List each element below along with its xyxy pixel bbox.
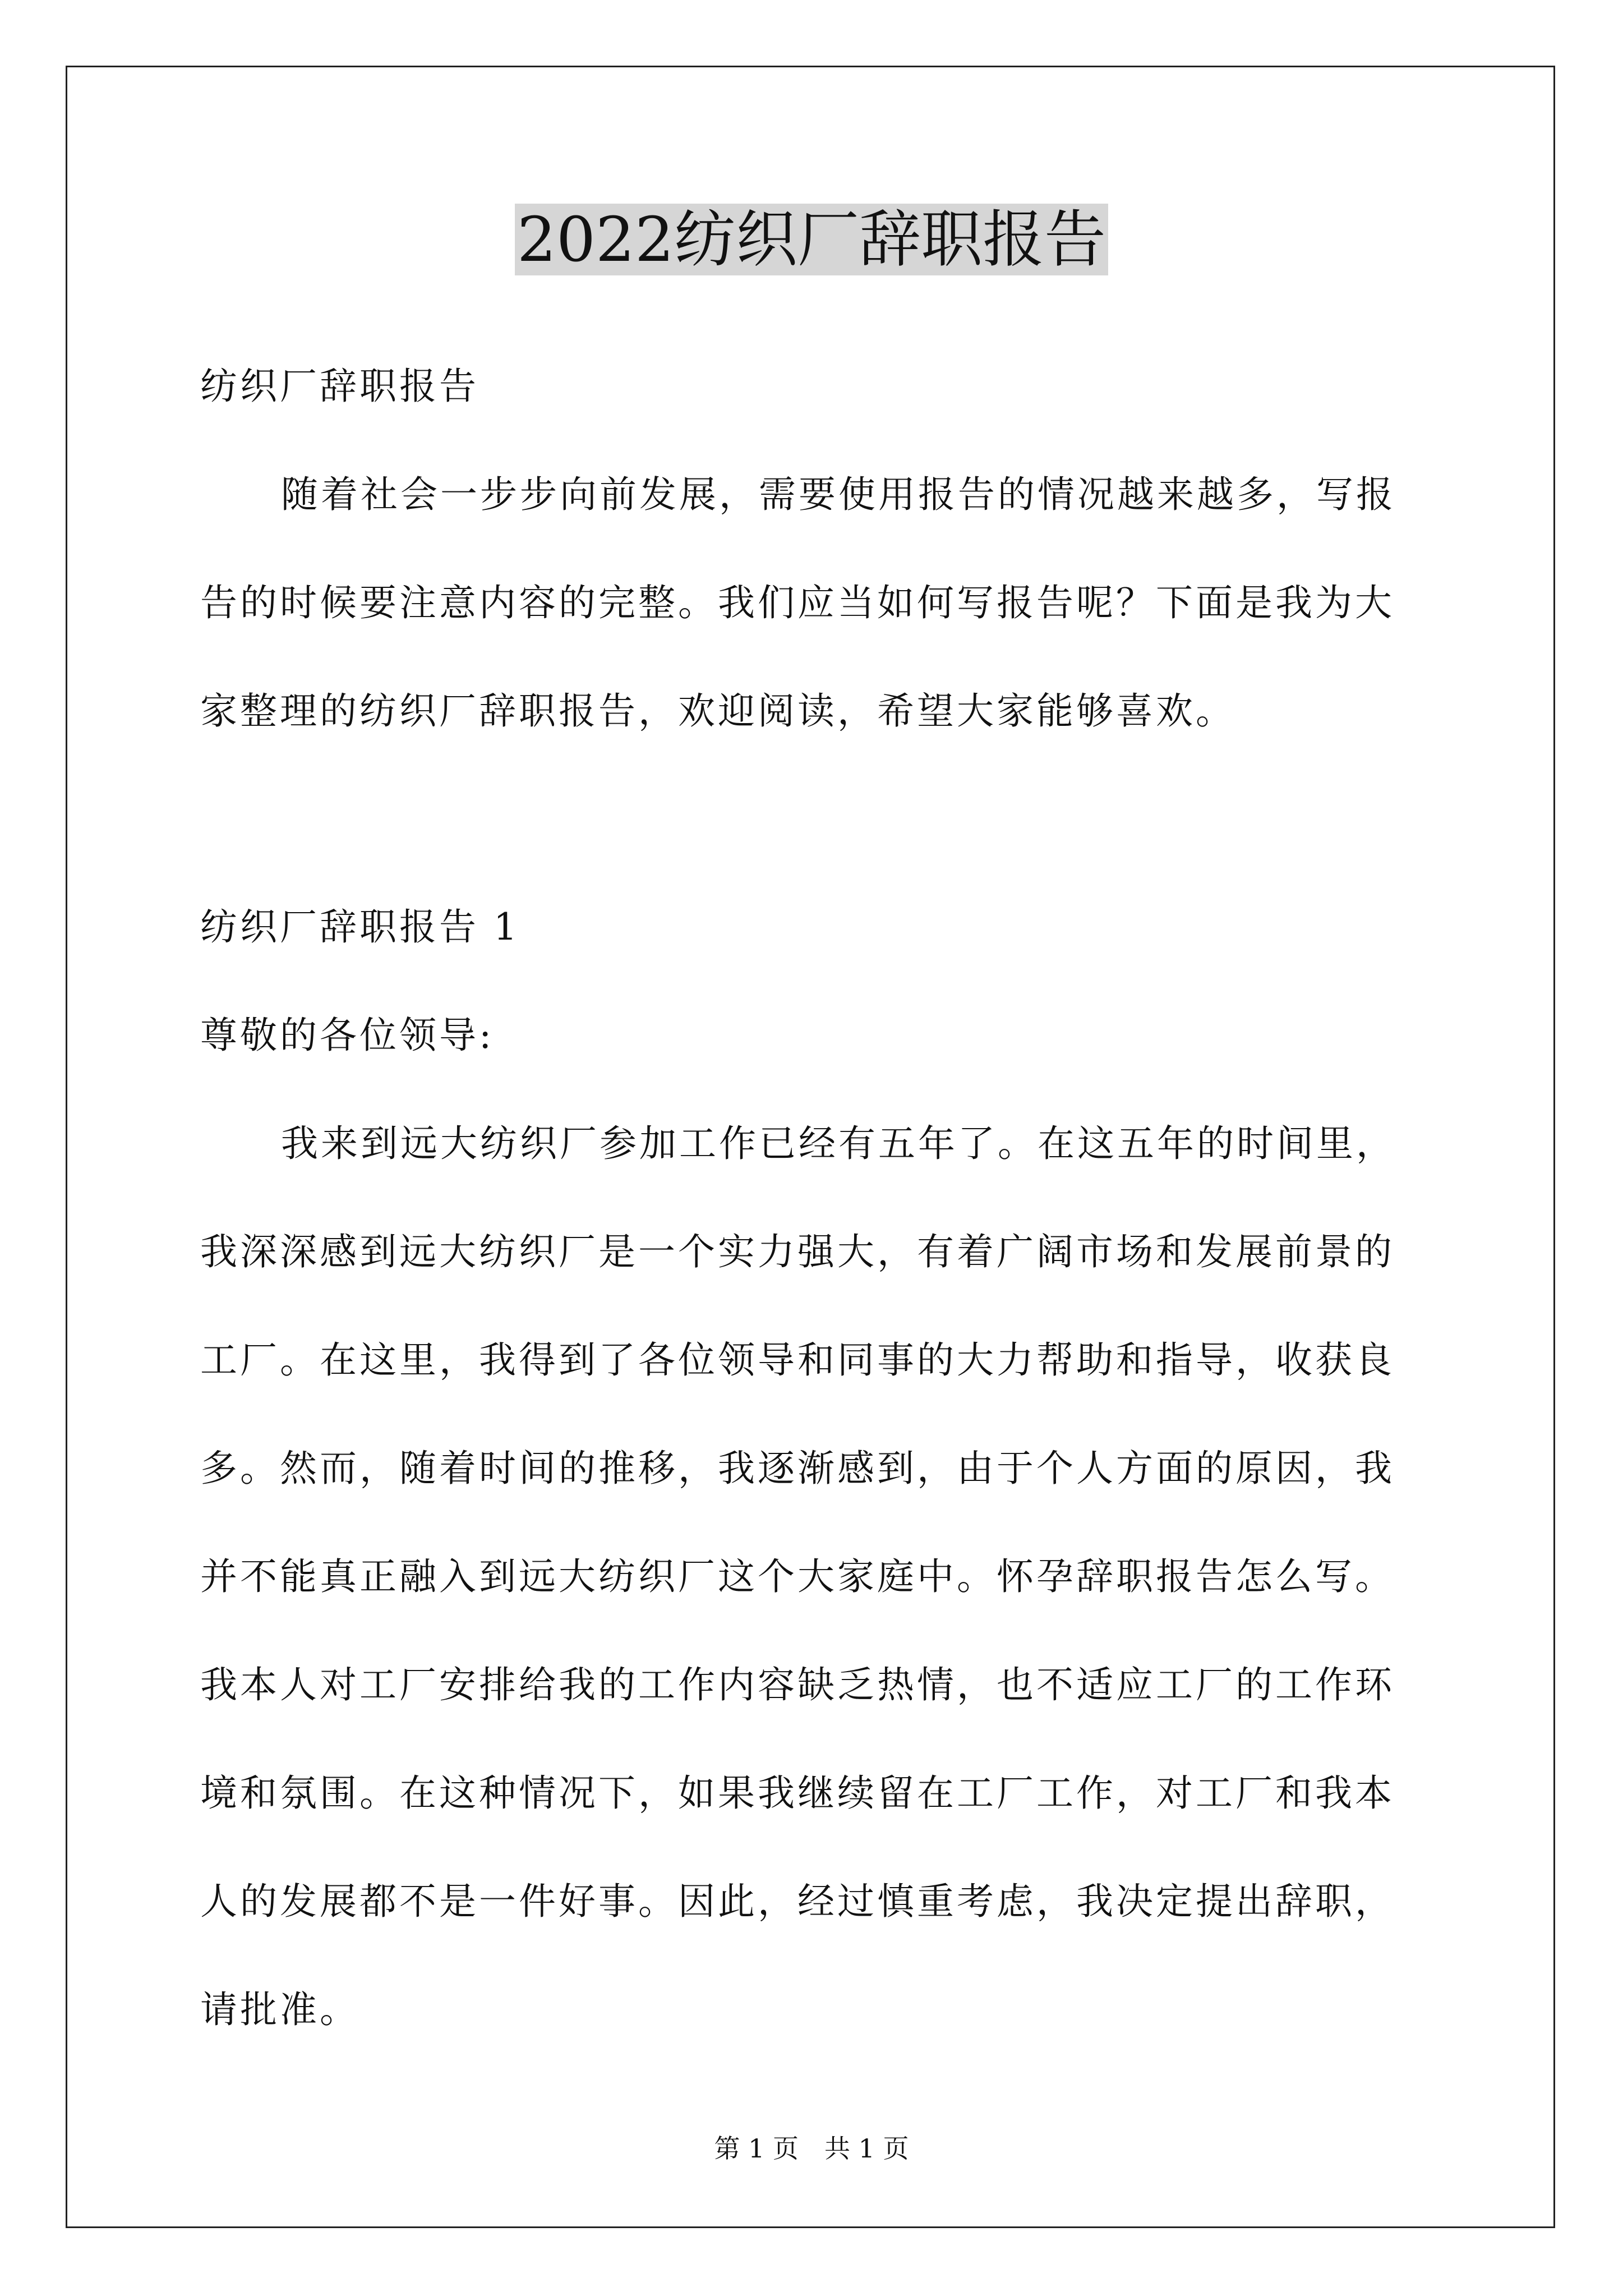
intro-heading: 纺织厂辞职报告 — [200, 365, 479, 408]
section-1-paragraph-line: 我本人对工厂安排给我的工作内容缺乏热情，也不适应工厂的工作环 — [200, 1663, 1395, 1706]
section-1-paragraph-line: 人的发展都不是一件好事。因此，经过慎重考虑，我决定提出辞职， — [200, 1880, 1395, 1923]
document-title-text: 2022纺织厂辞职报告 — [515, 204, 1108, 275]
section-1-paragraph-line: 我来到远大纺织厂参加工作已经有五年了。在这五年的时间里， — [281, 1122, 1396, 1165]
page-number-label: 第 1 页 共 1 页 — [714, 2133, 909, 2164]
section-1-paragraph-line: 我深深感到远大纺织厂是一个实力强大，有着广阔市场和发展前景的 — [200, 1230, 1395, 1273]
salutation: 尊敬的各位领导: — [200, 1014, 495, 1057]
section-1-paragraph-line: 请批准。 — [200, 1988, 359, 2031]
intro-section — [200, 332, 1428, 765]
intro-paragraph-line: 随着社会一步步向前发展，需要使用报告的情况越来越多，写报 — [281, 473, 1396, 516]
section-1-paragraph-line: 并不能真正融入到远大纺织厂这个大家庭中。怀孕辞职报告怎么写。 — [200, 1555, 1395, 1598]
document-title — [0, 203, 1623, 276]
section-1 — [200, 873, 1428, 2064]
section-1-heading: 纺织厂辞职报告 1 — [200, 905, 520, 949]
intro-paragraph-line: 告的时候要注意内容的完整。我们应当如何写报告呢？下面是我为大 — [200, 581, 1395, 624]
section-1-paragraph-line: 工厂。在这里，我得到了各位领导和同事的大力帮助和指导，收获良 — [200, 1338, 1395, 1382]
section-1-paragraph-line: 境和氛围。在这种情况下，如果我继续留在工厂工作，对工厂和我本 — [200, 1772, 1395, 1815]
page-footer — [0, 2132, 1623, 2165]
intro-paragraph-line: 家整理的纺织厂辞职报告，欢迎阅读，希望大家能够喜欢。 — [200, 689, 1235, 733]
section-1-paragraph-line: 多。然而，随着时间的推移，我逐渐感到，由于个人方面的原因，我 — [200, 1447, 1395, 1490]
